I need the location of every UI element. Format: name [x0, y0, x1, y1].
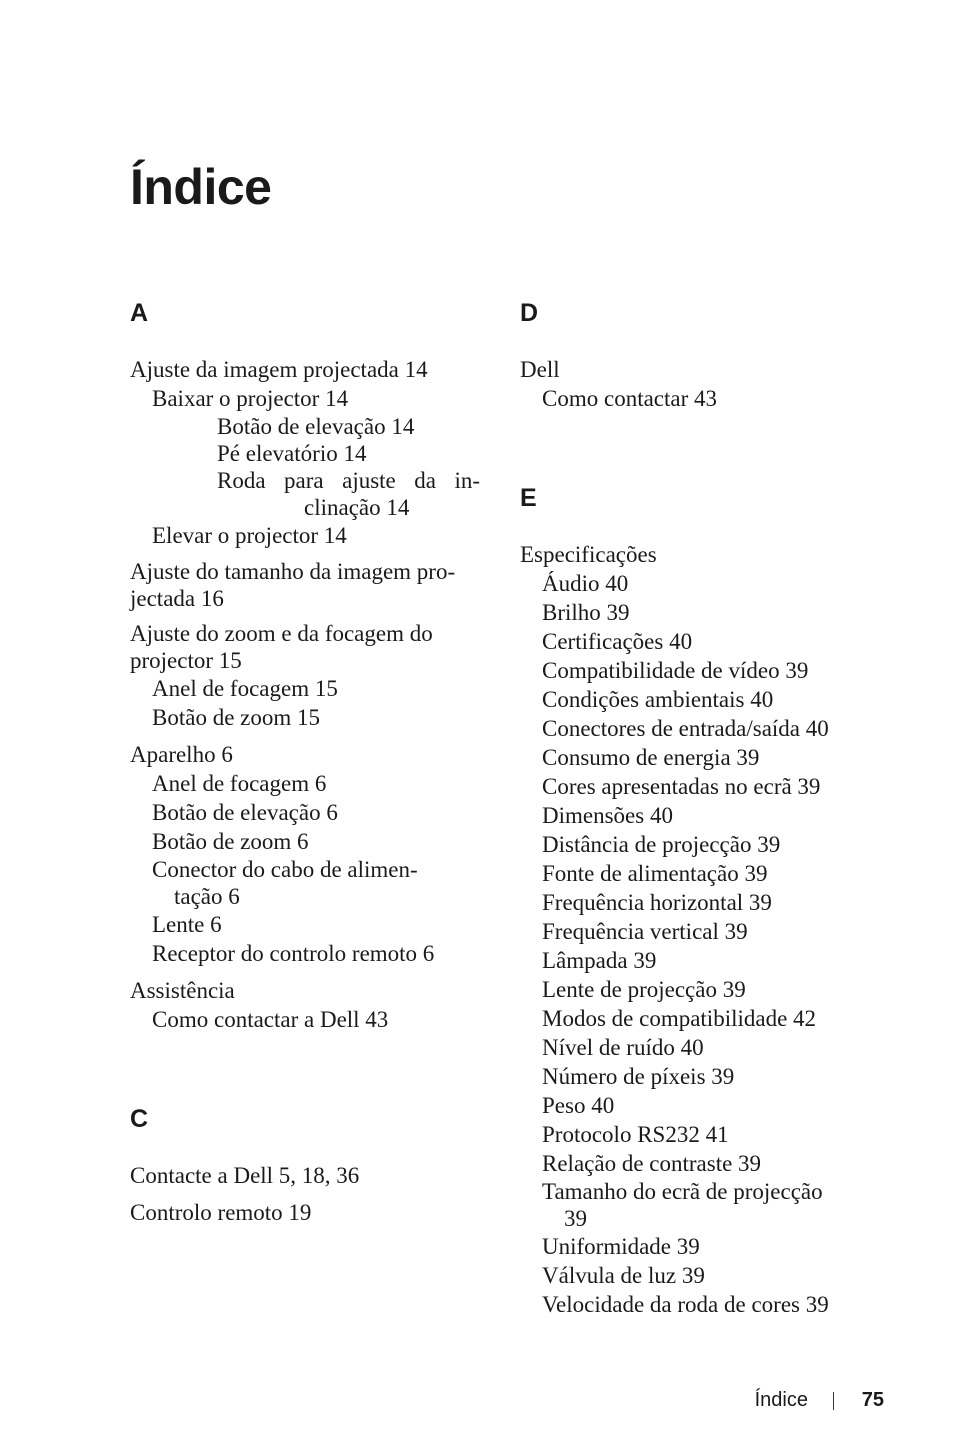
index-entry: Controlo remoto 19 [130, 1200, 312, 1225]
index-subentry: Peso 40 [542, 1093, 615, 1118]
index-group [130, 558, 480, 612]
index-subsubentry: Pé elevatório 14 [217, 441, 367, 466]
index-subentry: Cores apresentadas no ecrã 39 [542, 774, 821, 799]
index-subentry: Condições ambientais 40 [542, 687, 774, 712]
section-letter-c: C [130, 1105, 149, 1133]
index-subentry: Baixar o projector 14 [152, 386, 349, 411]
index-subentry: Anel de focagem 6 [152, 771, 327, 796]
index-entry: Ajuste do zoom e da focagem do [130, 621, 433, 646]
index-subentry: Lâmpada 39 [542, 948, 657, 973]
index-subentry: Nível de ruído 40 [542, 1035, 704, 1060]
index-entry: Assistência [130, 978, 235, 1003]
index-subentry: Certificações 40 [542, 629, 693, 654]
index-entry: Dell [520, 357, 560, 382]
index-subentry: Lente de projecção 39 [542, 977, 746, 1002]
index-subentry: Velocidade da roda de cores 39 [542, 1292, 829, 1317]
index-group [130, 740, 480, 968]
index-subsubentry-continuation: clinação 14 [304, 495, 410, 520]
index-subentry: Distância de projecção 39 [542, 832, 781, 857]
index-entry: Ajuste da imagem projectada 14 [130, 357, 428, 382]
page-title: Índice [130, 159, 272, 215]
index-subsubentry: Botão de elevação 14 [217, 414, 415, 439]
index-subentry: Frequência vertical 39 [542, 919, 748, 944]
index-subentry: Relação de contraste 39 [542, 1151, 762, 1176]
index-subentry-continuation: tação 6 [174, 884, 240, 909]
index-group [130, 355, 480, 550]
index-subentry: Botão de elevação 6 [152, 800, 338, 825]
index-group [130, 1161, 480, 1190]
section-letter-e: E [520, 484, 537, 512]
index-column-left [130, 298, 480, 1235]
index-subentry: Compatibilidade de vídeo 39 [542, 658, 809, 683]
index-subentry: Como contactar 43 [542, 386, 718, 411]
index-group [130, 1198, 480, 1227]
index-subentry: Elevar o projector 14 [152, 523, 347, 548]
index-entry-continuation: jectada 16 [130, 586, 224, 611]
section-letter-d: D [520, 299, 539, 327]
index-column-right [520, 298, 880, 1327]
index-group [520, 540, 880, 1319]
index-subentry: Fonte de alimentação 39 [542, 861, 768, 886]
index-group [520, 355, 880, 413]
footer-divider [833, 1392, 834, 1410]
index-entry-continuation: projector 15 [130, 648, 242, 673]
index-subentry: Número de píxeis 39 [542, 1064, 735, 1089]
index-entry: Especificações [520, 542, 657, 567]
index-entry: Contacte a Dell 5, 18, 36 [130, 1163, 360, 1188]
index-subentry: Dimensões 40 [542, 803, 673, 828]
index-subentry: Tamanho do ecrã de projecção [542, 1179, 823, 1204]
index-subentry: Modos de compatibilidade 42 [542, 1006, 817, 1031]
index-group [130, 620, 480, 732]
index-subentry: Válvula de luz 39 [542, 1263, 705, 1288]
index-subentry-continuation: 39 [564, 1206, 587, 1231]
index-subentry: Conectores de entrada/saída 40 [542, 716, 829, 741]
index-subentry: Consumo de energia 39 [542, 745, 760, 770]
index-subentry: Áudio 40 [542, 571, 629, 596]
index-subentry: Frequência horizontal 39 [542, 890, 772, 915]
index-subentry: Botão de zoom 6 [152, 829, 309, 854]
footer-section-label: Índice [754, 1389, 808, 1411]
index-subentry: Uniformidade 39 [542, 1234, 700, 1259]
index-subsubentry: Roda para ajuste da in- [217, 468, 480, 493]
index-subentry: Lente 6 [152, 912, 222, 937]
index-entry: Ajuste do tamanho da imagem pro- [130, 559, 456, 584]
index-subentry: Brilho 39 [542, 600, 630, 625]
index-subentry: Botão de zoom 15 [152, 705, 320, 730]
section-letter-a: A [130, 299, 149, 327]
index-subentry: Protocolo RS232 41 [542, 1122, 729, 1147]
index-subentry: Anel de focagem 15 [152, 676, 338, 701]
index-entry: Aparelho 6 [130, 742, 233, 767]
index-subentry: Conector do cabo de alimen- [152, 857, 418, 882]
page-number: 75 [861, 1389, 884, 1411]
index-subentry: Receptor do controlo remoto 6 [152, 941, 435, 966]
index-subentry: Como contactar a Dell 43 [152, 1007, 389, 1032]
index-group [130, 976, 480, 1034]
